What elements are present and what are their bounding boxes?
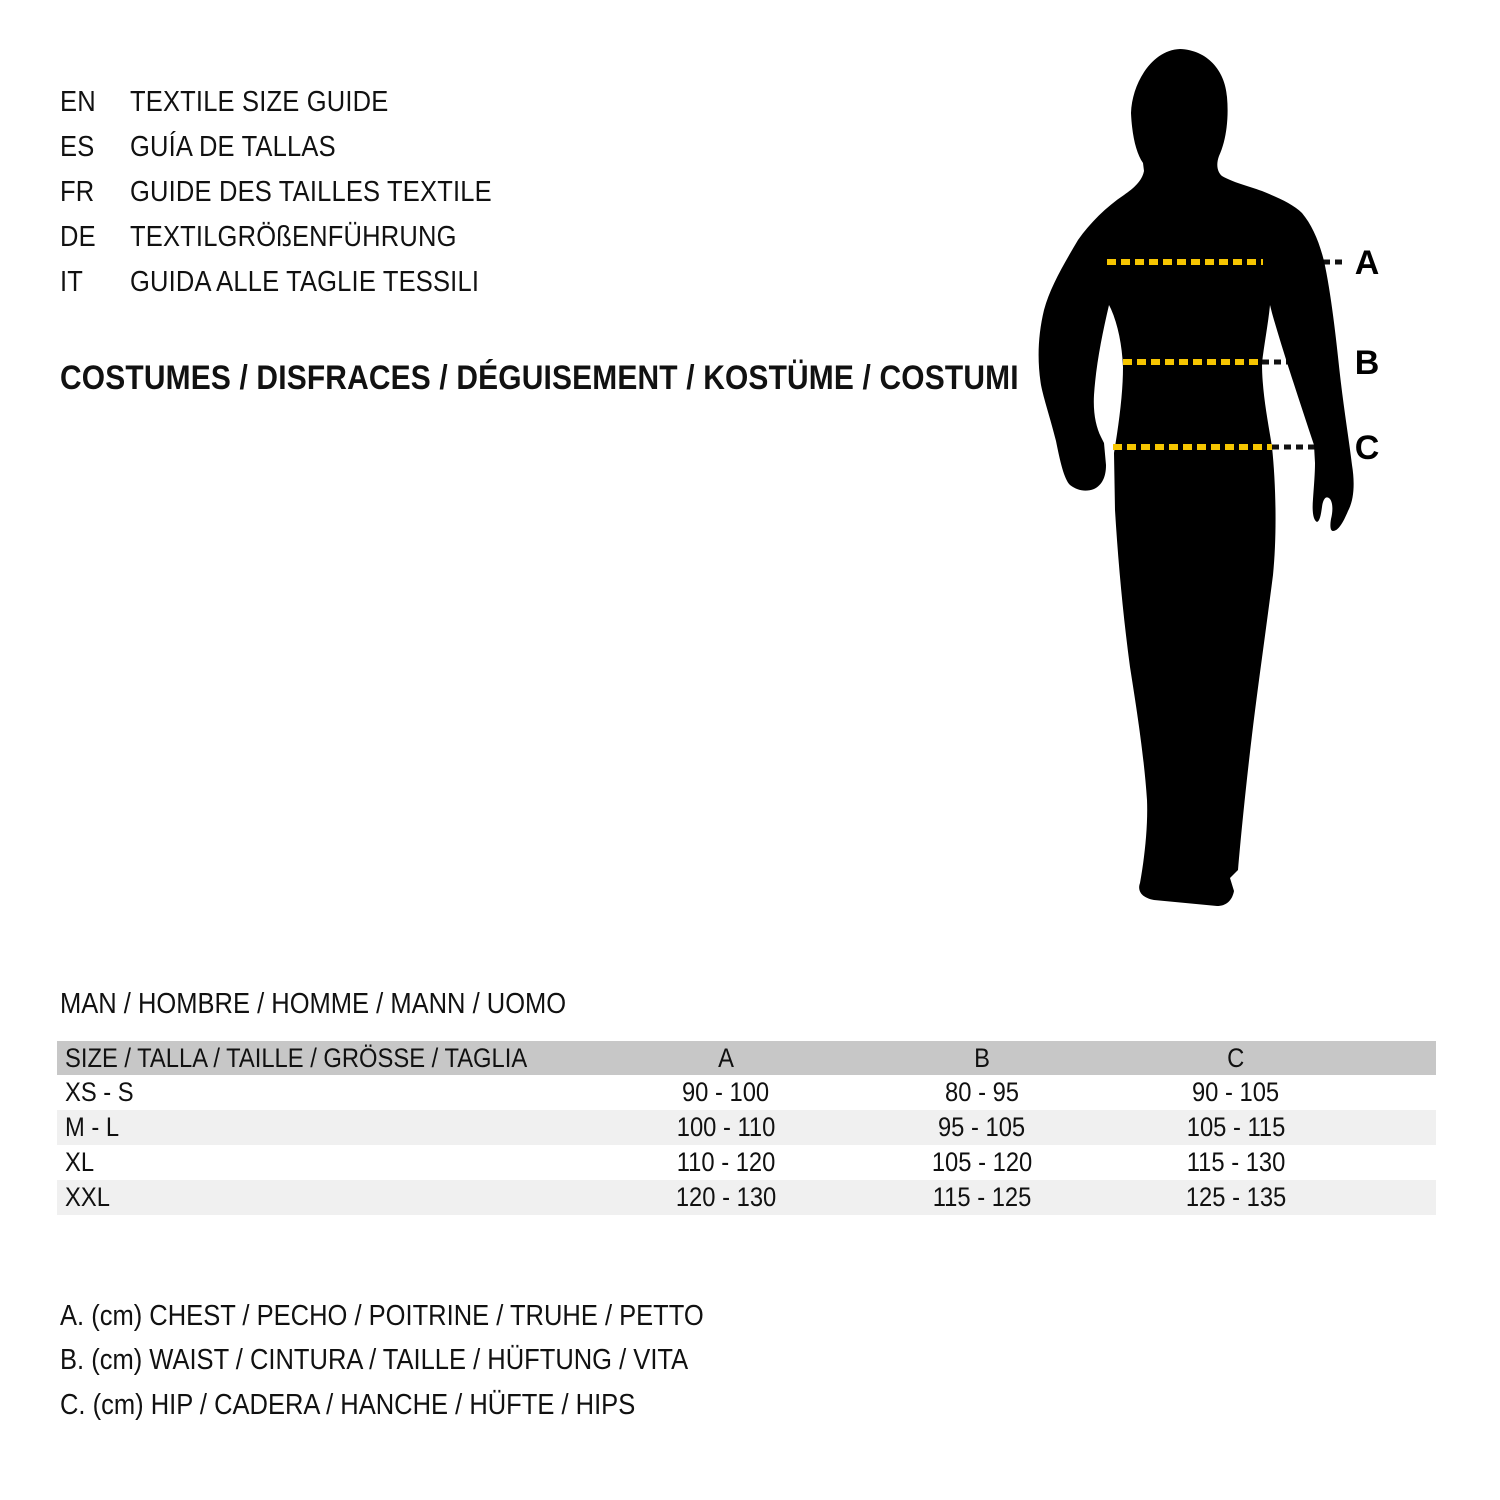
- table-row-m-l: [57, 1110, 1436, 1145]
- measurement-figure: [1030, 45, 1390, 925]
- header-col-b: B: [974, 1042, 990, 1073]
- lang-title-en: TEXTILE SIZE GUIDE: [130, 86, 389, 118]
- header-col-a: A: [718, 1042, 734, 1073]
- header-col-c: C: [1227, 1042, 1245, 1073]
- lang-title-it: GUIDA ALLE TAGLIE TESSILI: [130, 266, 480, 298]
- table-row-xs-s: [57, 1075, 1436, 1110]
- lang-row-it: [60, 260, 541, 305]
- row-value-a: 90 - 100: [682, 1077, 770, 1107]
- row-value-c: 90 - 105: [1192, 1077, 1280, 1107]
- legend-waist: B. (cm) WAIST / CINTURA / TAILLE / HÜFTUNG / VITA: [60, 1344, 689, 1377]
- row-value-a: 100 - 110: [676, 1112, 776, 1142]
- table-row-xxl: [57, 1180, 1436, 1215]
- lang-code-it: IT: [60, 266, 84, 298]
- header-size-label: SIZE / TALLA / TAILLE / GRÖSSE / TAGLIA: [65, 1042, 528, 1073]
- lang-title-es: GUÍA DE TALLAS: [130, 131, 336, 163]
- table-caption: MAN / HOMBRE / HOMME / MANN / UOMO: [60, 988, 567, 1020]
- lang-title-fr: GUIDE DES TAILLES TEXTILE: [130, 176, 492, 208]
- row-value-a: 110 - 120: [676, 1147, 776, 1177]
- lang-row-de: [60, 215, 541, 260]
- lang-code-es: ES: [60, 131, 95, 163]
- row-value-b: 115 - 125: [932, 1182, 1032, 1212]
- lang-row-fr: [60, 170, 541, 215]
- lang-row-en: [60, 80, 541, 125]
- marker-label-c: C: [1354, 429, 1380, 467]
- lang-title-de: TEXTILGRÖßENFÜHRUNG: [130, 221, 457, 253]
- lang-code-fr: FR: [60, 176, 95, 208]
- row-size-label: M - L: [65, 1112, 120, 1142]
- lang-code-de: DE: [60, 221, 96, 253]
- row-value-c: 125 - 135: [1185, 1182, 1287, 1212]
- lang-code-en: EN: [60, 86, 96, 118]
- size-table: [57, 1041, 1436, 1215]
- marker-label-a: A: [1354, 244, 1380, 282]
- size-table-header-row: [57, 1041, 1436, 1075]
- row-size-label: XXL: [65, 1182, 110, 1212]
- row-size-label: XL: [65, 1147, 95, 1177]
- marker-label-b: B: [1354, 344, 1380, 382]
- lang-row-es: [60, 125, 541, 170]
- male-silhouette-diagram: [1030, 45, 1390, 925]
- row-value-b: 105 - 120: [931, 1147, 1033, 1177]
- row-size-label: XS - S: [65, 1077, 134, 1107]
- table-row-xl: [57, 1145, 1436, 1180]
- row-value-a: 120 - 130: [675, 1182, 777, 1212]
- legend-chest: A. (cm) CHEST / PECHO / POITRINE / TRUHE / PETTO: [60, 1299, 704, 1332]
- row-value-c: 105 - 115: [1186, 1112, 1286, 1142]
- row-value-c: 115 - 130: [1186, 1147, 1286, 1177]
- measurement-legend: [60, 1294, 792, 1428]
- row-value-b: 95 - 105: [938, 1112, 1026, 1142]
- row-value-b: 80 - 95: [945, 1077, 1019, 1107]
- language-title-list: [60, 80, 541, 305]
- category-heading: COSTUMES / DISFRACES / DÉGUISEMENT / KOSTÜME / COSTUMI: [60, 358, 1019, 397]
- man-silhouette: [1039, 49, 1354, 906]
- legend-hip: C. (cm) HIP / CADERA / HANCHE / HÜFTE / HIPS: [60, 1388, 636, 1421]
